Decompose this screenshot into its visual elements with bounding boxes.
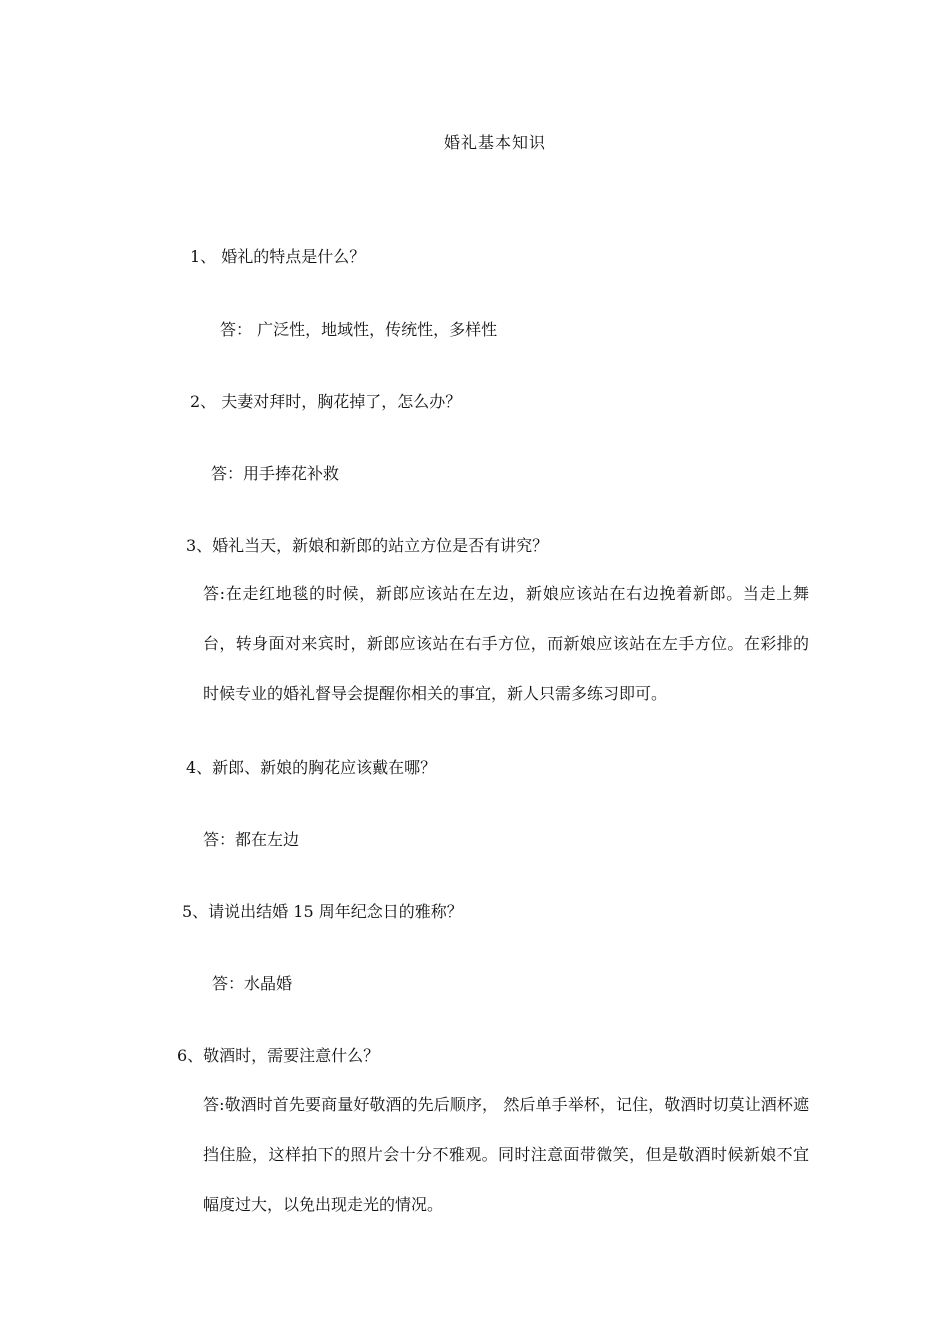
answer-6: 答:敬酒时首先要商量好敬酒的先后顺序， 然后单手举杯，记住，敬酒时切莫让酒杯遮挡住脸，这样拍下的照片会十分不雅观。同时注意面带微笑，但是敬酒时候新娘不宜幅度过大，以免出现走光的情况。	[203, 1095, 809, 1214]
answer-4: 答：都在左边	[203, 830, 300, 849]
question-2: 2、 夫妻对拜时，胸花掉了，怎么办？	[190, 392, 462, 411]
answer-3: 答:在走红地毯的时候，新郎应该站在左边，新娘应该站在右边挽着新郎。当走上舞台，转身面对来宾时，新郎应该站在右手方位，而新娘应该站在左手方位。在彩排的时候专业的婚礼督导会提醒你相关的事宜，新人只需多练习即可。	[203, 584, 809, 703]
question-1: 1、 婚礼的特点是什么？	[190, 247, 366, 266]
document-title: 婚礼基本知识	[443, 133, 546, 152]
answer-5: 答：水晶婚	[212, 974, 293, 993]
answer-1: 答： 广泛性，地域性，传统性，多样性	[220, 320, 498, 339]
answer-2: 答：用手捧花补救	[211, 464, 340, 483]
question-5: 5、请说出结婚 15 周年纪念日的雅称？	[182, 902, 463, 921]
question-3: 3、婚礼当天，新娘和新郎的站立方位是否有讲究？	[186, 536, 549, 555]
question-6: 6、敬酒时，需要注意什么？	[177, 1046, 380, 1065]
question-4: 4、新郎、新娘的胸花应该戴在哪？	[186, 758, 437, 777]
